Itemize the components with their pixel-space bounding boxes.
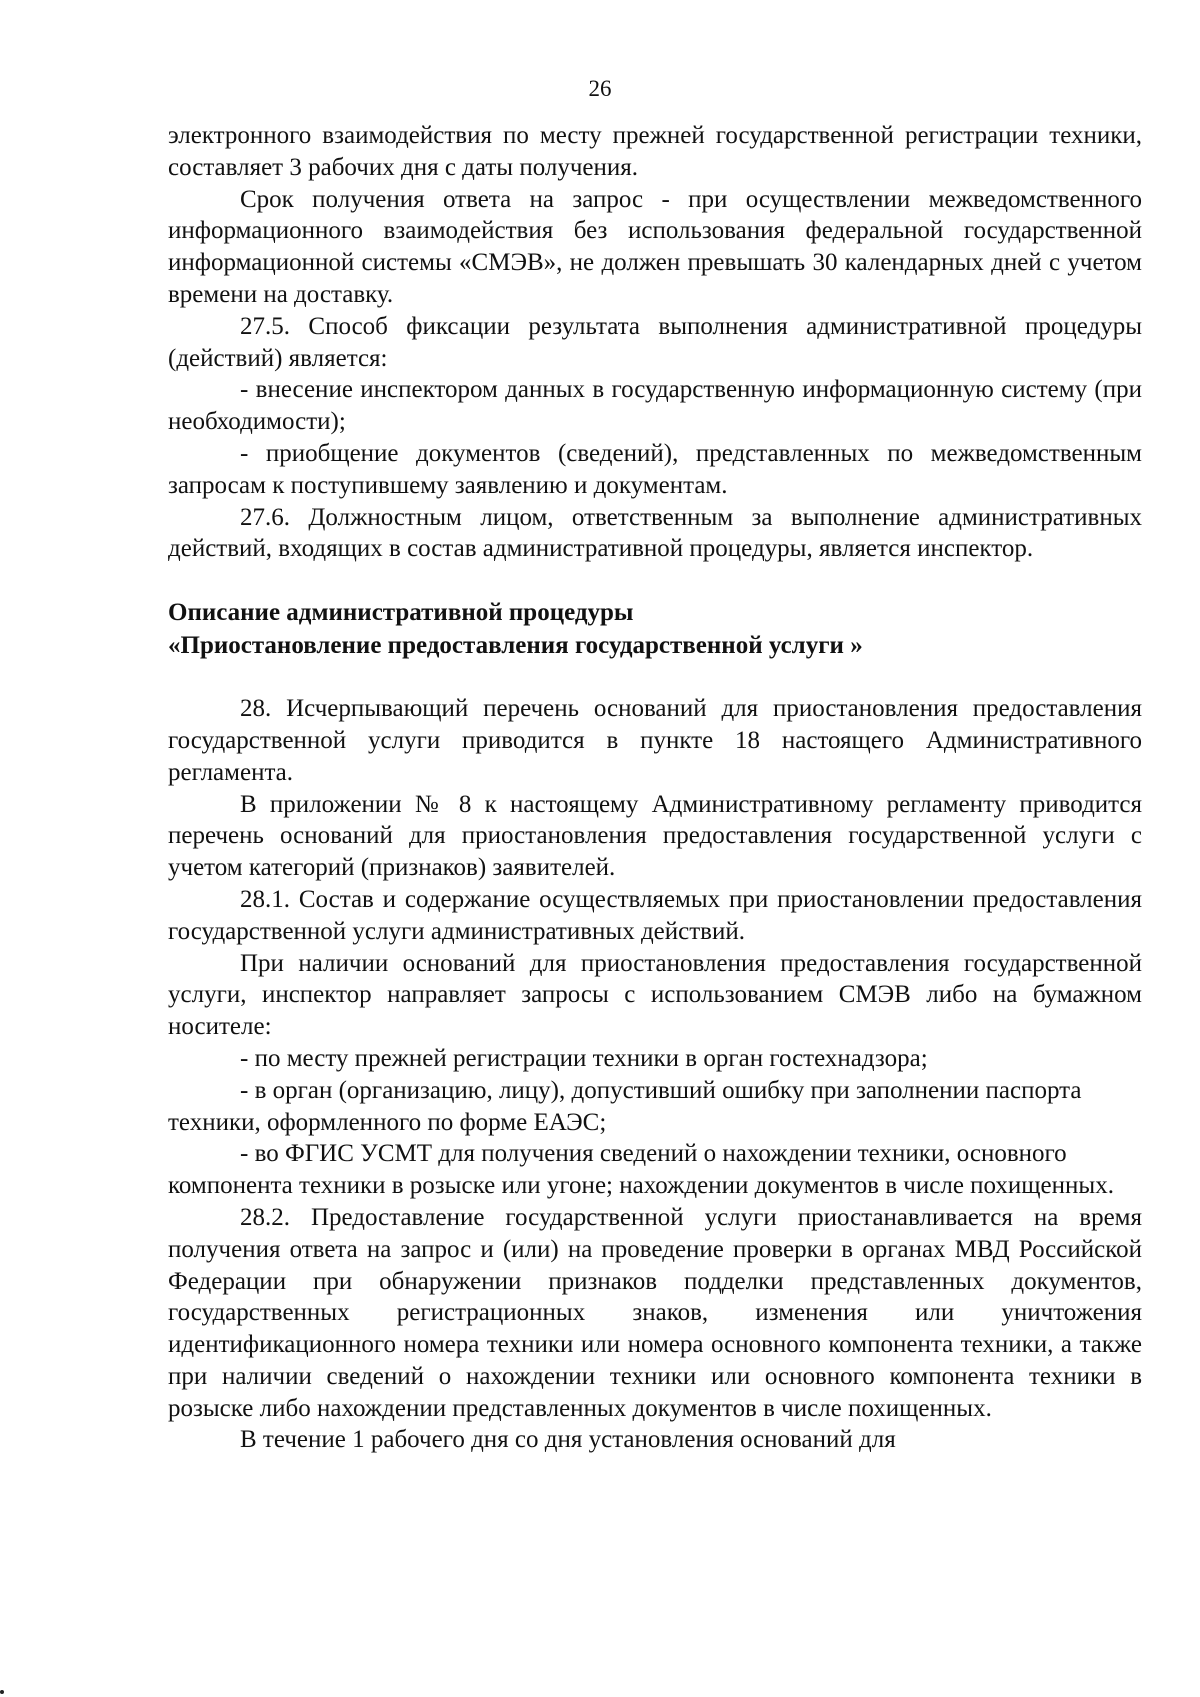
list-item-fgis-usmt: - во ФГИС УСМТ для получения сведений о нахождении техники, основного компонента техники в розыске или угоне; нахождении документов в числе похищенных. — [168, 1140, 1114, 1200]
list-item-data-entry: - внесение инспектором данных в государственную информационную систему (при необходимости); — [168, 376, 1142, 436]
list-item-previous-registration: - по месту прежней регистрации техники в орган гостехнадзора; — [240, 1044, 928, 1072]
paragraph-28-1: 28.1. Состав и содержание осуществляемых при приостановлении предоставления государственной услуги административных действий. — [168, 885, 1142, 945]
paragraph-response-deadline: Срок получения ответа на запрос - при осуществлении межведомственного информационного взаимодействия без использования федеральной государственной информационной системы «СМЭВ», не должен превышать 30 календарных дней с учетом времени на доставку. — [168, 185, 1142, 308]
section-heading-line-2: «Приостановление предоставления государственной услуги » — [168, 632, 863, 660]
page-number: 26 — [588, 76, 612, 101]
paragraph-requests: При наличии оснований для приостановления предоставления государственной услуги, инспектор направляет запросы с использованием СМЭВ либо на бумажном носителе: — [168, 949, 1142, 1041]
paragraph-continuation: электронного взаимодействия по месту прежней государственной регистрации техники, составляет 3 рабочих дня с даты получения. — [168, 122, 1142, 181]
paragraph-28-2: 28.2. Предоставление государственной услуги приостанавливается на время получения ответа на запрос и (или) на проведение проверки в органах МВД Российской Федерации при обнаружении признаков подделки представленных документов, государственных регистрационных знаков, изменения или уничтожения идентификационного номера техники или номера основного компонента техники, а также при наличии сведений о нахождении техники или основного компонента техники в розыске либо нахождении представленных документов в числе похищенных. — [168, 1203, 1142, 1422]
document-body — [168, 120, 1142, 1456]
list-item-error-authority: - в орган (организацию, лицу), допустивший ошибку при заполнении паспорта техники, оформленного по форме ЕАЭС; — [168, 1076, 1082, 1136]
list-item-attach-documents: - приобщение документов (сведений), представленных по межведомственным запросам к поступившему заявлению и документам. — [168, 439, 1142, 499]
paragraph-28: 28. Исчерпывающий перечень оснований для приостановления предоставления государственной услуги приводится в пункте 18 настоящего Административного регламента. — [168, 695, 1142, 786]
section-heading-line-1: Описание административной процедуры — [168, 599, 634, 627]
scan-speck — [0, 1690, 4, 1694]
paragraph-appendix-8: В приложении № 8 к настоящему Административному регламенту приводится перечень оснований для приостановления предоставления государственной услуги с учетом категорий (признаков) заявителей. — [168, 790, 1142, 882]
paragraph-final-fragment: В течение 1 рабочего дня со дня установления оснований для — [240, 1426, 896, 1454]
paragraph-27-5: 27.5. Способ фиксации результата выполнения административной процедуры (действий) является: — [168, 312, 1142, 372]
paragraph-27-6: 27.6. Должностным лицом, ответственным за выполнение административных действий, входящих в состав административной процедуры, является инспектор. — [168, 503, 1142, 563]
